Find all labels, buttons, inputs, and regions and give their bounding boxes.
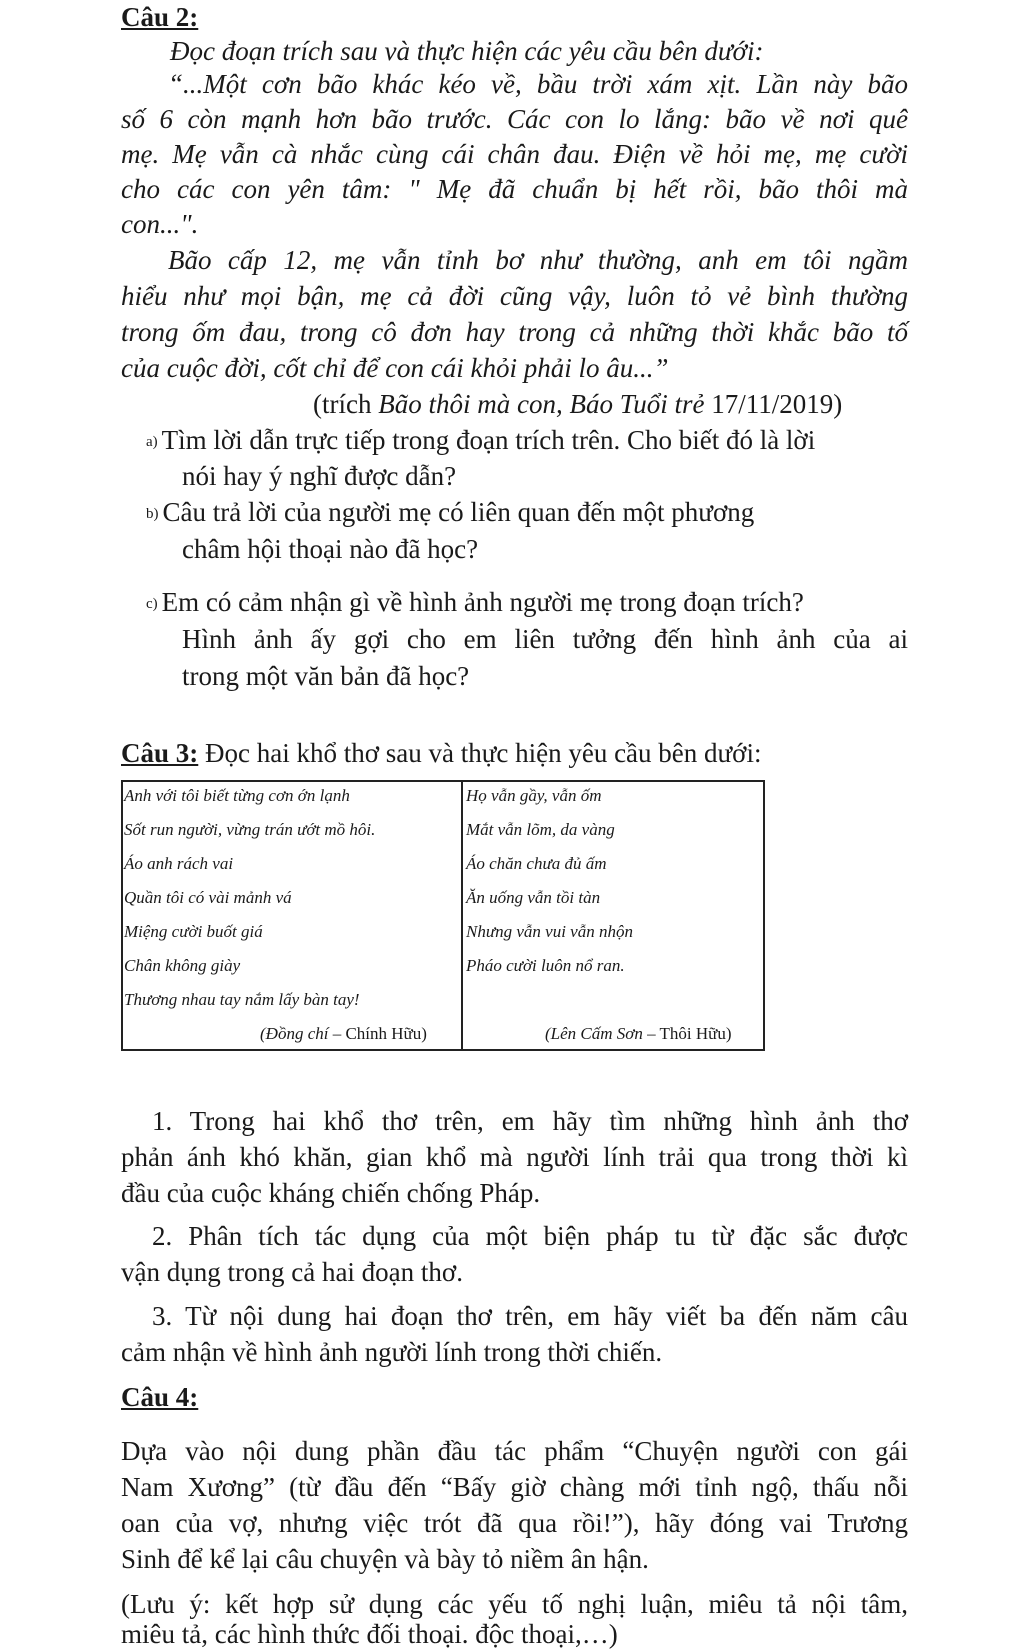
q4-paragraph-line: oan của vợ, nhưng việc trót đã qua rồi!”), hãy đóng vai Trương	[121, 1508, 908, 1538]
poem-right-source: (Lên Cấm Sơn – Thôi Hữu)	[545, 1024, 732, 1043]
q2-passage-line: cho các con yên tâm: " Mẹ đã chuẩn bị hết rồi, bão thôi mà	[121, 174, 908, 204]
poem-right-line: Nhưng vẫn vui vẫn nhộn	[466, 922, 633, 941]
q2-passage-line: hiểu như mọi bận, mẹ cả đời cũng vậy, luôn tỏ vẻ bình thường	[121, 281, 908, 311]
q3-instruction: Đọc hai khổ thơ sau và thực hiện yêu cầu bên dưới:	[198, 738, 762, 768]
poem-right-line: Áo chăn chưa đủ ấm	[466, 854, 607, 873]
poem-right-line: Mắt vẫn lõm, da vàng	[466, 820, 615, 839]
poem-left-line: Sốt run người, vừng trán ướt mồ hôi.	[124, 820, 376, 839]
q2-source: (trích Bão thôi mà con, Báo Tuổi trẻ 17/11/2019)	[313, 389, 843, 419]
q4-note-line: miêu tả, các hình thức đối thoại. độc thoại,…)	[121, 1619, 618, 1649]
poem-left-line: Chân không giày	[124, 956, 241, 975]
poem-left-line: Áo anh rách vai	[124, 854, 234, 873]
poem-right-line: Họ vẫn gầy, vẫn ốm	[466, 786, 602, 805]
q2-question-c: c) Em có cảm nhận gì về hình ảnh người mẹ trong đoạn trích?	[146, 587, 804, 617]
q3-title: Câu 3:	[121, 738, 199, 768]
q2-passage-line: số 6 còn mạnh hơn bão trước. Các con lo lắng: bão về nơi quê	[121, 104, 908, 134]
q2-question-c-cont: trong một văn bản đã học?	[182, 661, 470, 691]
poem-right-line: Ăn uống vẫn tồi tàn	[466, 888, 601, 907]
q2-passage-line: Bão cấp 12, mẹ vẫn tỉnh bơ như thường, anh em tôi ngầm	[168, 245, 908, 275]
q3-item-2-cont: vận dụng trong cả hai đoạn thơ.	[121, 1257, 463, 1287]
q3-item-3-cont: cảm nhận về hình ảnh người lính trong thời chiến.	[121, 1337, 663, 1367]
q2-question-b: b) Câu trả lời của người mẹ có liên quan đến một phương	[146, 497, 755, 527]
q4-title: Câu 4:	[121, 1382, 199, 1412]
q2-passage-line: trong ốm đau, trong cô đơn hay trong cả những thời khắc bão tố	[121, 317, 908, 347]
q3-item-1-cont: đầu của cuộc kháng chiến chống Pháp.	[121, 1178, 541, 1208]
q2-passage-line: của cuộc đời, cốt chỉ để con cái khỏi phải lo âu...”	[121, 353, 669, 383]
q4-paragraph-line: Sinh để kể lại câu chuyện và bày tỏ niềm ân hận.	[121, 1544, 649, 1574]
q4-paragraph-line: Nam Xương” (từ đầu đến “Bấy giờ chàng mới tỉnh ngộ, thấu nỗi	[121, 1472, 908, 1502]
q3-item-3: 3. Từ nội dung hai đoạn thơ trên, em hãy viết ba đến năm câu	[152, 1301, 908, 1331]
q4-paragraph-line: Dựa vào nội dung phần đầu tác phẩm “Chuyện người con gái	[121, 1436, 908, 1466]
q2-passage-line: “...Một cơn bão khác kéo về, bầu trời xám xịt. Lần này bão	[168, 69, 908, 99]
q3-item-1: 1. Trong hai khổ thơ trên, em hãy tìm những hình ảnh thơ	[152, 1106, 908, 1136]
poem-left-line: Thương nhau tay nắm lấy bàn tay!	[124, 990, 360, 1009]
q3-item-1-cont: phản ánh khó khăn, gian khổ mà người lính trải qua trong thời kì	[121, 1142, 908, 1172]
q3-item-2: 2. Phân tích tác dụng của một biện pháp tu từ đặc sắc được	[152, 1221, 908, 1251]
q2-passage-line: con...".	[121, 209, 199, 239]
poem-right-line: Pháo cười luôn nổ ran.	[466, 956, 625, 975]
poem-left-source: (Đồng chí – Chính Hữu)	[260, 1024, 427, 1043]
q2-title: Câu 2:	[121, 2, 199, 32]
q2-question-b-cont: châm hội thoại nào đã học?	[182, 534, 479, 564]
poem-left-line: Anh với tôi biết từng cơn ớn lạnh	[124, 786, 350, 805]
q3-heading	[121, 738, 761, 769]
q2-instruction: Đọc đoạn trích sau và thực hiện các yêu cầu bên dưới:	[170, 36, 764, 66]
poem-table-divider	[461, 780, 463, 1051]
q2-question-a-cont: nói hay ý nghĩ được dẫn?	[182, 461, 457, 491]
q2-passage-line: mẹ. Mẹ vẫn cà nhắc cùng cái chân đau. Điện về hỏi mẹ, mẹ cười	[121, 139, 908, 169]
q2-question-c-cont: Hình ảnh ấy gợi cho em liên tưởng đến hình ảnh của ai	[182, 624, 908, 654]
q4-note-line: (Lưu ý: kết hợp sử dụng các yếu tố nghị luận, miêu tả nội tâm,	[121, 1589, 908, 1619]
q2-question-a: a) Tìm lời dẫn trực tiếp trong đoạn trích trên. Cho biết đó là lời	[146, 425, 816, 455]
poem-left-line: Miệng cười buốt giá	[124, 922, 263, 941]
poem-left-line: Quần tôi có vài mảnh vá	[124, 888, 292, 907]
